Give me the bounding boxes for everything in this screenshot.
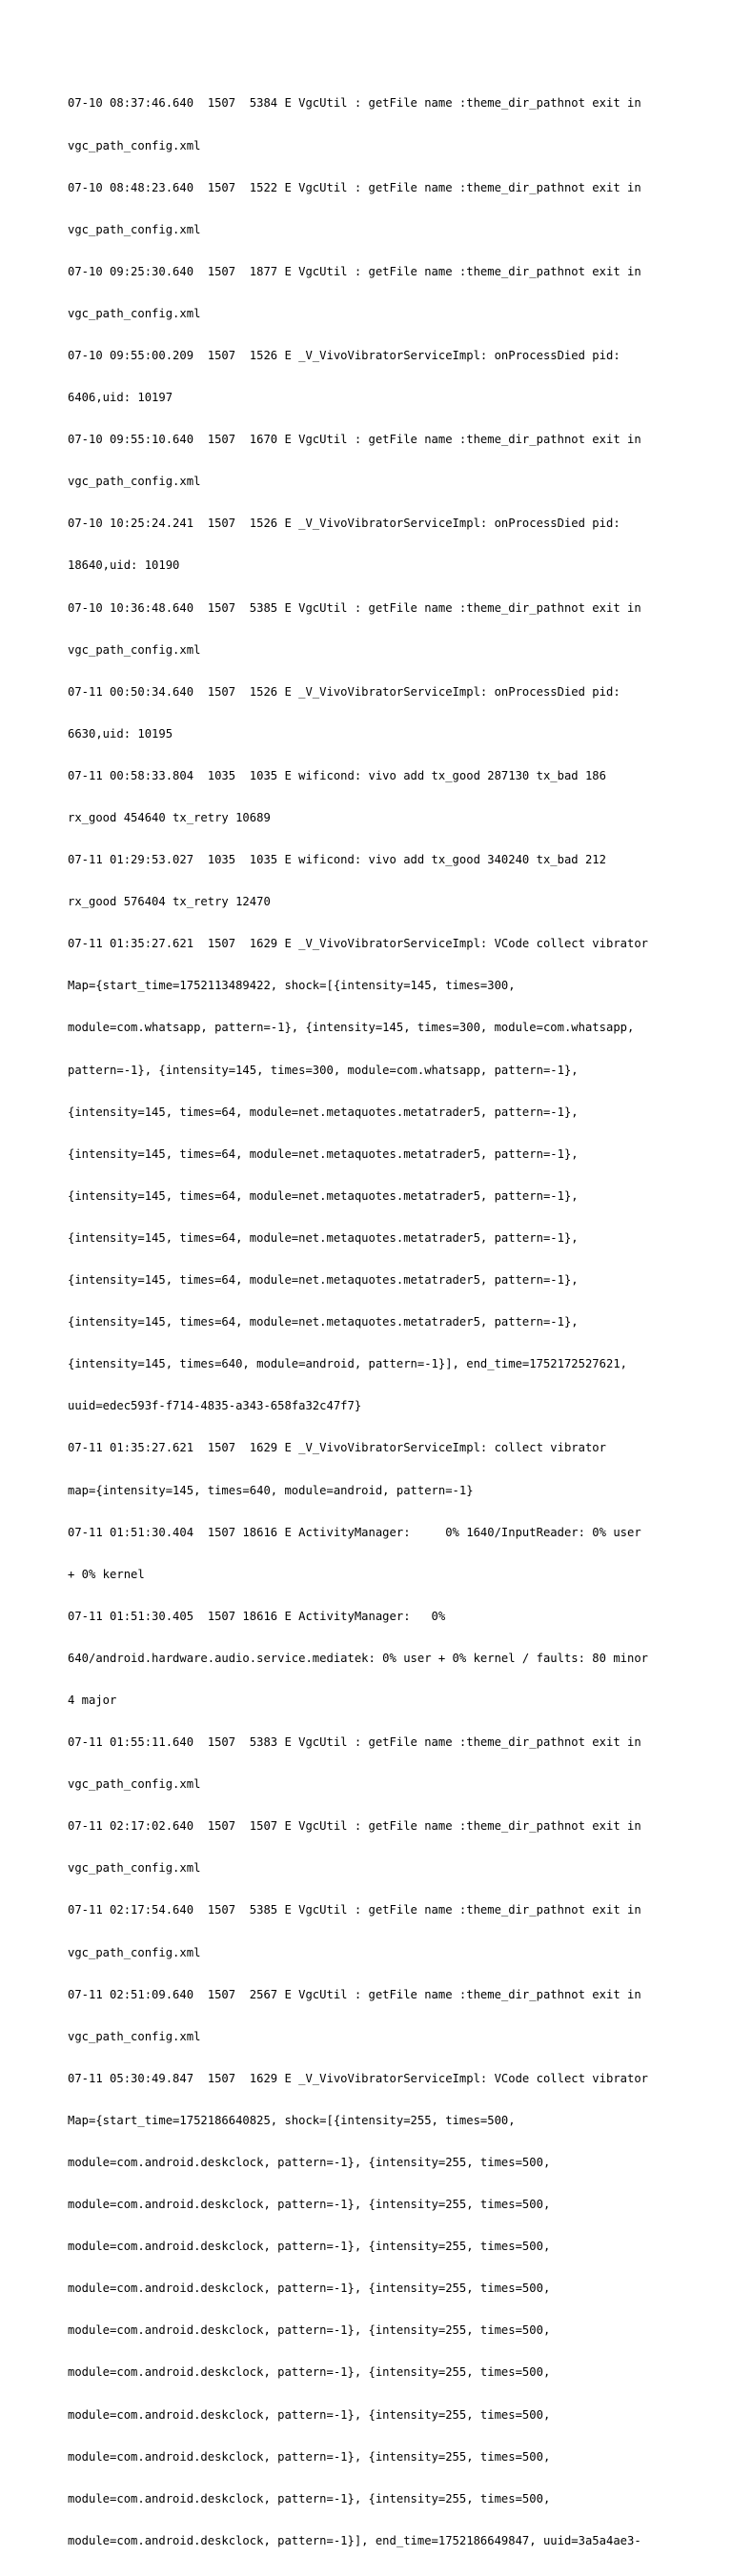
- log-line: pattern=-1}, {intensity=145, times=300, module=com.whatsapp, pattern=-1},: [68, 1063, 579, 1077]
- log-line: 07-11 02:51:09.640 1507 2567 E VgcUtil : getFile name :theme_dir_pathnot exit in: [68, 1987, 641, 2001]
- log-line: + 0% kernel: [68, 1567, 145, 1581]
- log-line: {intensity=145, times=64, module=net.metaquotes.metatrader5, pattern=-1},: [68, 1273, 579, 1288]
- log-line: module=com.android.deskclock, pattern=-1}, {intensity=255, times=500,: [68, 2365, 551, 2380]
- log-line: module=com.android.deskclock, pattern=-1}], end_time=1752186649847, uuid=3a5a4ae3-: [68, 2533, 641, 2547]
- log-line: module=com.android.deskclock, pattern=-1}, {intensity=255, times=500,: [68, 2156, 551, 2169]
- log-line: 640/android.hardware.audio.service.mediatek: 0% user + 0% kernel / faults: 80 minor: [68, 1651, 649, 1665]
- log-line: 18640,uid: 10190: [68, 558, 180, 573]
- log-line: 07-11 01:35:27.621 1507 1629 E _V_VivoVibratorServiceImpl: collect vibrator: [68, 1441, 606, 1455]
- log-line: module=com.android.deskclock, pattern=-1}, {intensity=255, times=500,: [68, 2407, 551, 2422]
- log-line: module=com.android.deskclock, pattern=-1}, {intensity=255, times=500,: [68, 2282, 551, 2296]
- log-line: uuid=edec593f-f714-4835-a343-658fa32c47f7}: [68, 1399, 362, 1413]
- log-line: vgc_path_config.xml: [68, 642, 201, 657]
- log-line: {intensity=145, times=64, module=net.metaquotes.metatrader5, pattern=-1},: [68, 1315, 579, 1329]
- log-line: vgc_path_config.xml: [68, 1777, 201, 1792]
- log-line: rx_good 576404 tx_retry 12470: [68, 895, 271, 909]
- log-line: 07-10 09:55:10.640 1507 1670 E VgcUtil : getFile name :theme_dir_pathnot exit in: [68, 433, 641, 447]
- log-line: {intensity=145, times=64, module=net.metaquotes.metatrader5, pattern=-1},: [68, 1230, 579, 1245]
- log-line: vgc_path_config.xml: [68, 222, 201, 236]
- log-line: 4 major: [68, 1693, 117, 1707]
- log-line: 07-11 01:51:30.405 1507 18616 E ActivityManager: 0%: [68, 1609, 446, 1623]
- log-line: {intensity=145, times=64, module=net.metaquotes.metatrader5, pattern=-1},: [68, 1188, 579, 1203]
- log-line: rx_good 454640 tx_retry 10689: [68, 811, 271, 824]
- log-line: 07-10 08:37:46.640 1507 5384 E VgcUtil : getFile name :theme_dir_pathnot exit in: [68, 96, 641, 111]
- log-line: 07-10 10:25:24.241 1507 1526 E _V_VivoVibratorServiceImpl: onProcessDied pid:: [68, 517, 620, 531]
- log-line: Map={start_time=1752113489422, shock=[{intensity=145, times=300,: [68, 979, 516, 993]
- log-line: vgc_path_config.xml: [68, 1861, 201, 1876]
- log-line: vgc_path_config.xml: [68, 1945, 201, 1959]
- log-line: 07-11 02:17:54.640 1507 5385 E VgcUtil : getFile name :theme_dir_pathnot exit in: [68, 1903, 641, 1917]
- log-line: vgc_path_config.xml: [68, 138, 201, 152]
- log-line: {intensity=145, times=64, module=net.metaquotes.metatrader5, pattern=-1},: [68, 1105, 579, 1119]
- log-line: 07-11 01:51:30.404 1507 18616 E ActivityManager: 0% 1640/InputReader: 0% user: [68, 1525, 641, 1539]
- log-line: 07-11 01:55:11.640 1507 5383 E VgcUtil : getFile name :theme_dir_pathnot exit in: [68, 1735, 641, 1750]
- log-line: vgc_path_config.xml: [68, 475, 201, 489]
- log-line: module=com.android.deskclock, pattern=-1}, {intensity=255, times=500,: [68, 2240, 551, 2254]
- log-line: 07-11 01:29:53.027 1035 1035 E wificond: vivo add tx_good 340240 tx_bad 212: [68, 853, 606, 867]
- log-line: {intensity=145, times=640, module=android, pattern=-1}], end_time=1752172527621,: [68, 1357, 627, 1371]
- log-line: module=com.android.deskclock, pattern=-1}, {intensity=255, times=500,: [68, 2198, 551, 2212]
- log-line: 07-10 08:48:23.640 1507 1522 E VgcUtil : getFile name :theme_dir_pathnot exit in: [68, 180, 641, 194]
- log-line: map={intensity=145, times=640, module=android, pattern=-1}: [68, 1483, 474, 1497]
- log-line: 6630,uid: 10195: [68, 726, 173, 740]
- log-line: 6406,uid: 10197: [68, 391, 173, 405]
- log-line: 07-10 10:36:48.640 1507 5385 E VgcUtil : getFile name :theme_dir_pathnot exit in: [68, 600, 641, 615]
- log-line: 07-11 02:17:02.640 1507 1507 E VgcUtil : getFile name :theme_dir_pathnot exit in: [68, 1819, 641, 1834]
- log-line: 07-10 09:55:00.209 1507 1526 E _V_VivoVibratorServiceImpl: onProcessDied pid:: [68, 348, 620, 362]
- log-line: module=com.whatsapp, pattern=-1}, {intensity=145, times=300, module=com.whatsapp,: [68, 1021, 635, 1035]
- log-line: 07-11 00:58:33.804 1035 1035 E wificond: vivo add tx_good 287130 tx_bad 186: [68, 768, 606, 782]
- log-line: module=com.android.deskclock, pattern=-1}, {intensity=255, times=500,: [68, 2323, 551, 2338]
- log-text-block: [68, 69, 678, 2576]
- log-line: {intensity=145, times=64, module=net.metaquotes.metatrader5, pattern=-1},: [68, 1146, 579, 1161]
- log-line: module=com.android.deskclock, pattern=-1}, {intensity=255, times=500,: [68, 2449, 551, 2464]
- log-line: Map={start_time=1752186640825, shock=[{intensity=255, times=500,: [68, 2113, 516, 2127]
- log-line: vgc_path_config.xml: [68, 2029, 201, 2043]
- log-line: 07-11 01:35:27.621 1507 1629 E _V_VivoVibratorServiceImpl: VCode collect vibrator: [68, 937, 649, 951]
- log-line: vgc_path_config.xml: [68, 306, 201, 320]
- log-line: 07-11 05:30:49.847 1507 1629 E _V_VivoVibratorServiceImpl: VCode collect vibrator: [68, 2071, 649, 2085]
- log-line: 07-10 09:25:30.640 1507 1877 E VgcUtil : getFile name :theme_dir_pathnot exit in: [68, 264, 641, 278]
- log-line: module=com.android.deskclock, pattern=-1}, {intensity=255, times=500,: [68, 2491, 551, 2505]
- log-line: 07-11 00:50:34.640 1507 1526 E _V_VivoVibratorServiceImpl: onProcessDied pid:: [68, 684, 620, 699]
